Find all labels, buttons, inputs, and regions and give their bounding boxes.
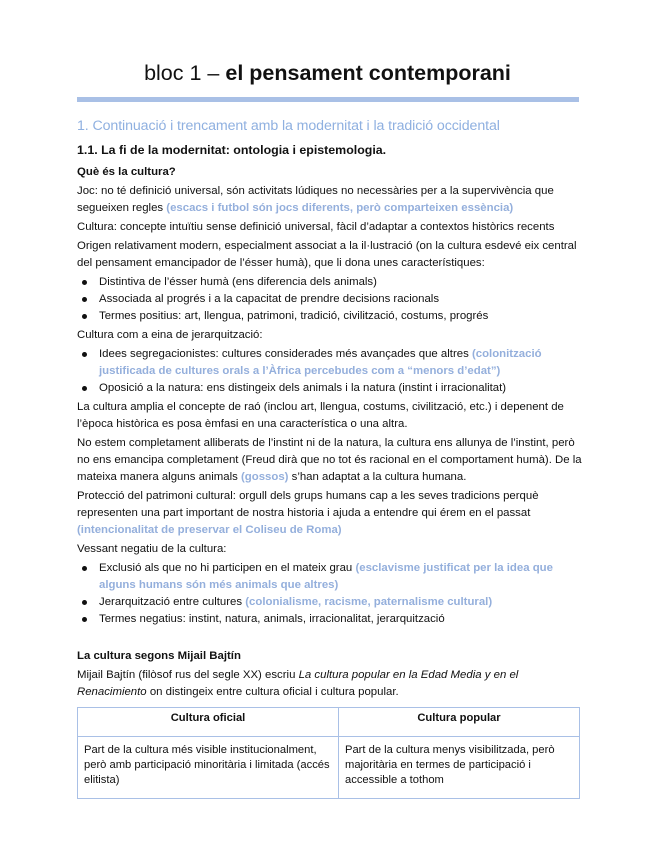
page-title <box>0 58 655 88</box>
question-heading: Què és la cultura? <box>77 166 176 178</box>
joc-note: (escacs i futbol són jocs diferents, però comparteixen essència) <box>166 202 514 214</box>
list-item-note: (colonització justificada de cultures orals a l’Àfrica percebudes com a “menors d’edat”) <box>99 348 542 377</box>
list-item-text: Termes negatius: instint, natura, animals, irracionalitat, jerarquització <box>99 613 445 625</box>
bullet-icon <box>82 600 87 605</box>
bajtin-intro-tail: on distingeix entre cultura oficial i cultura popular. <box>146 686 399 698</box>
negatiu-list <box>77 560 582 628</box>
bullet-icon <box>82 352 87 357</box>
list-item-note: (colonialisme, racisme, paternalisme cultural) <box>245 596 493 608</box>
list-item-text: Associada al progrés i a la capacitat de prendre decisions racionals <box>99 293 440 305</box>
title-bold: el pensament contemporani <box>225 61 511 85</box>
list-item-note: (esclavisme justificat per la idea que alguns humans són més animals que altres) <box>99 562 553 591</box>
list-item <box>77 291 582 308</box>
joc-paragraph <box>77 183 582 217</box>
list-item <box>77 594 582 611</box>
bullet-icon <box>82 617 87 622</box>
bullet-icon <box>82 280 87 285</box>
list-item-text: Oposició a la natura: ens distingeix dels animals i la natura (instint i irracionalitat) <box>99 382 507 394</box>
table-row <box>78 737 580 799</box>
spacer <box>77 630 582 647</box>
book-title: La cultura popular en la Edad Media y en el Renacimiento <box>77 669 519 698</box>
list-item <box>77 308 582 325</box>
table-cell-popular: Part de la cultura menys visibilitzada, però majoritària en termes de participació i accessible a tothom <box>339 737 580 799</box>
table-header-row <box>78 708 580 737</box>
list-item <box>77 380 582 397</box>
list-item <box>77 346 582 380</box>
bajtin-intro <box>77 667 582 701</box>
title-prefix: bloc 1 – <box>144 61 226 85</box>
list-item <box>77 611 582 628</box>
cultura-definition: Cultura: concepte intuïtiu sense definició universal, fàcil d’adaptar a contextos històrics recents <box>77 221 555 233</box>
joc-text: Joc: no té definició universal, són activitats lúdiques no necessàries per a la supervivència que segueixen regles <box>77 185 554 214</box>
list-item-text: Distintiva de l’ésser humà (ens diferencia dels animals) <box>99 276 377 288</box>
bajtin-heading: La cultura segons Mijail Bajtín <box>77 650 241 662</box>
list-item <box>77 274 582 291</box>
table-cell-oficial: Part de la cultura més visible institucionalment, però amb participació minoritària i limitada (accés elitista) <box>78 737 339 799</box>
origen-paragraph: Origen relativament modern, especialment associat a la il·lustració (on la cultura esdevé eix central del pensament emancipador de l’ésser humà), que li dona unes característiques: <box>77 240 577 269</box>
list-item-text: Jerarquització entre cultures <box>99 596 246 608</box>
bullet-icon <box>82 314 87 319</box>
bullet-icon <box>82 386 87 391</box>
characteristics-list <box>77 274 582 325</box>
jerarquitzacio-intro: Cultura com a eina de jerarquització: <box>77 329 263 341</box>
bajtin-intro-text: Mijail Bajtín (filòsof rus del segle XX) escriu <box>77 669 299 681</box>
title-divider <box>77 97 579 102</box>
list-item-text: Termes positius: art, llengua, patrimoni, tradició, civilització, costums, progrés <box>99 310 489 322</box>
subsection-heading: 1.1. La fi de la modernitat: ontologia i epistemologia. <box>77 143 387 157</box>
instint-text: No estem completament alliberats de l’instint ni de la natura, la cultura ens allunya de l’instint, però no ens emancipa completament (Freud dirà que no tot és racional en el comportament humà). De la mateixa manera alguns animals <box>77 437 582 483</box>
bullet-icon <box>82 297 87 302</box>
amplia-paragraph: La cultura amplia el concepte de raó (inclou art, llengua, costums, civilització, etc.) i depenent de l’època històrica es posa èmfasi en una característica o una altra. <box>77 401 564 430</box>
proteccio-paragraph <box>77 488 582 539</box>
table-header-popular: Cultura popular <box>339 708 580 737</box>
section-heading: 1. Continuació i trencament amb la modernitat i la tradició occidental <box>77 118 500 134</box>
instint-note: (gossos) <box>240 471 289 483</box>
negatiu-intro: Vessant negatiu de la cultura: <box>77 543 227 555</box>
document-body <box>77 114 582 799</box>
list-item-text: Idees segregacionistes: cultures considerades més avançades que altres <box>99 348 472 360</box>
list-item <box>77 560 582 594</box>
table-header-oficial: Cultura oficial <box>78 708 339 737</box>
culture-comparison-table <box>77 707 580 799</box>
proteccio-text: Protecció del patrimoni cultural: orgull dels grups humans cap a les seves tradicions perquè representen una part important de nostra historia i ajuda a entendre qui érem en el passat <box>77 490 539 519</box>
instint-paragraph <box>77 435 582 486</box>
list-item-text: Exclusió als que no hi participen en el mateix grau <box>99 562 356 574</box>
proteccio-note: (intencionalitat de preservar el Coliseu de Roma) <box>77 524 342 536</box>
bullet-icon <box>82 566 87 571</box>
jerarquitzacio-list <box>77 346 582 397</box>
instint-tail: s’han adaptat a la cultura humana. <box>288 471 467 483</box>
